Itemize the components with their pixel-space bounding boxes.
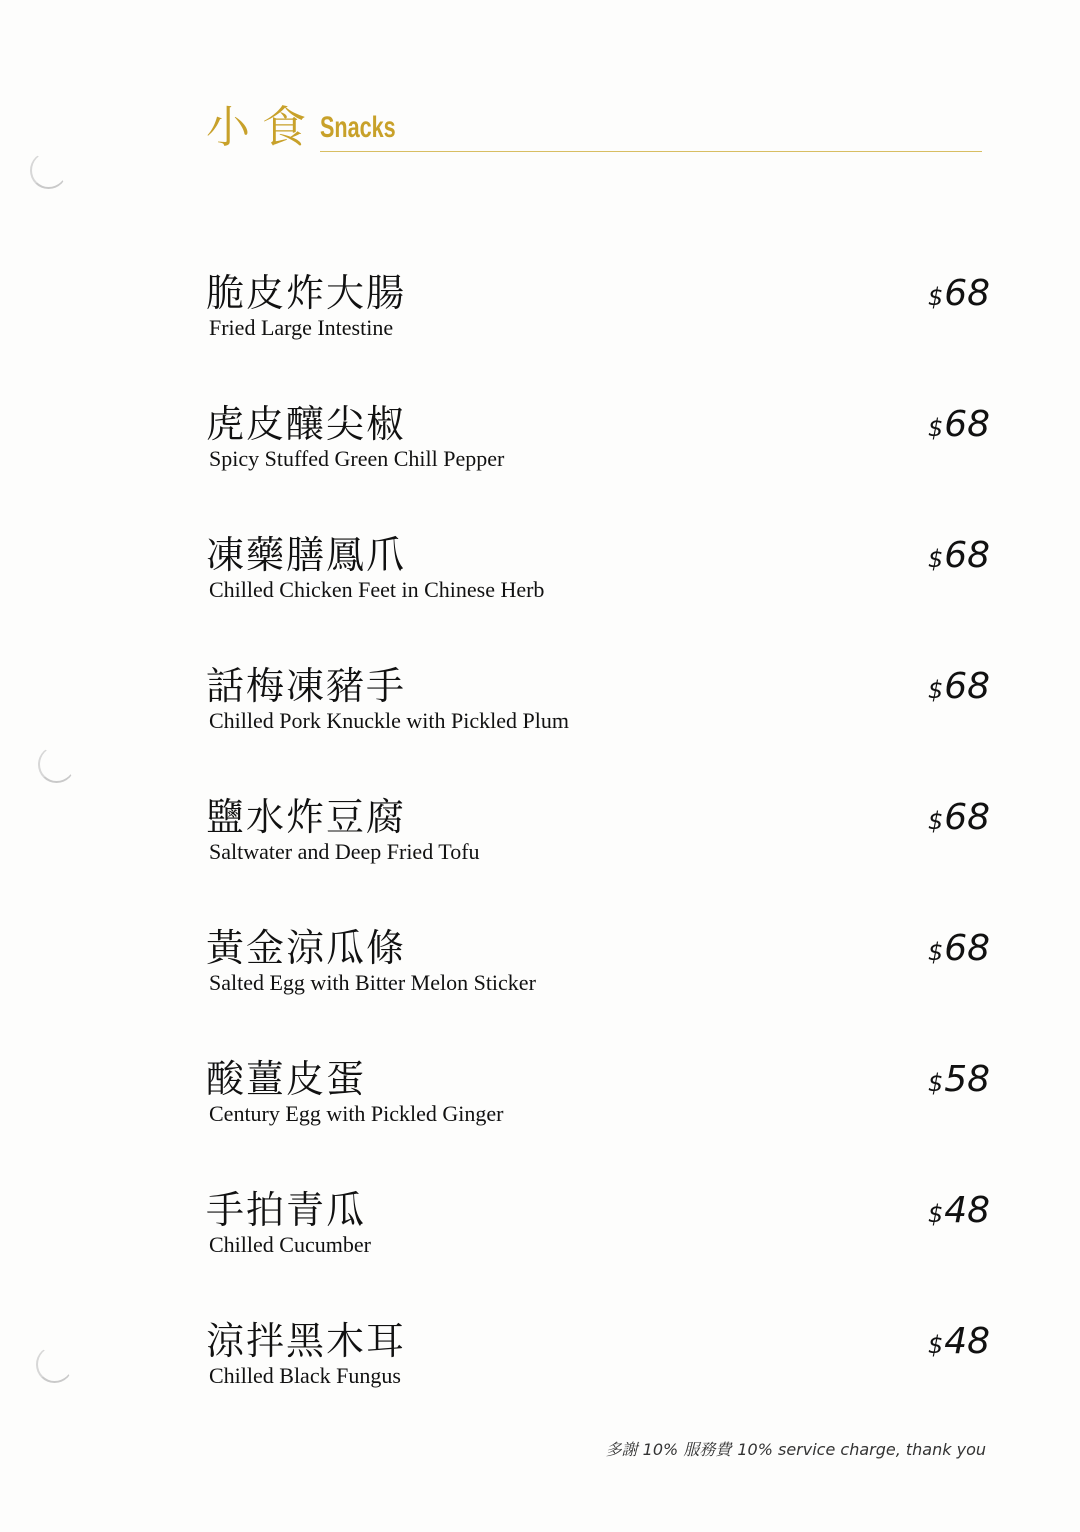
currency-symbol: $ bbox=[927, 1331, 944, 1359]
item-name-zh: 脆皮炸大腸 bbox=[206, 271, 407, 315]
service-charge-note-en: 10% service charge, thank you bbox=[737, 1440, 986, 1459]
item-price bbox=[928, 1058, 990, 1105]
item-name-en: Century Egg with Pickled Ginger bbox=[209, 1101, 504, 1126]
currency-symbol: $ bbox=[927, 1069, 944, 1097]
menu-item bbox=[206, 925, 990, 1015]
item-name-zh: 手拍青瓜 bbox=[206, 1188, 367, 1232]
item-price bbox=[928, 534, 990, 581]
menu-item bbox=[206, 401, 990, 491]
currency-symbol: $ bbox=[927, 545, 944, 573]
item-price bbox=[928, 1320, 990, 1367]
currency-symbol: $ bbox=[927, 414, 944, 442]
menu-item bbox=[206, 1056, 990, 1146]
section-title-zh: 小食 bbox=[206, 102, 318, 153]
currency-symbol: $ bbox=[927, 1200, 944, 1228]
item-name-en: Chilled Pork Knuckle with Pickled Plum bbox=[209, 708, 569, 733]
price-value: 68 bbox=[944, 535, 990, 576]
item-price bbox=[928, 403, 990, 450]
binder-hole bbox=[38, 746, 75, 783]
item-name-zh: 虎皮釀尖椒 bbox=[206, 402, 407, 446]
binder-hole bbox=[36, 1346, 73, 1383]
menu-item bbox=[206, 794, 990, 884]
service-charge-note bbox=[606, 1437, 986, 1460]
section-header bbox=[206, 100, 982, 156]
currency-symbol: $ bbox=[927, 676, 944, 704]
currency-symbol: $ bbox=[927, 938, 944, 966]
menu-item bbox=[206, 663, 990, 753]
price-value: 58 bbox=[944, 1059, 990, 1100]
item-name-en: Spicy Stuffed Green Chill Pepper bbox=[209, 446, 505, 471]
item-price bbox=[928, 272, 990, 319]
price-value: 68 bbox=[944, 273, 990, 314]
item-name-en: Fried Large Intestine bbox=[209, 315, 394, 340]
currency-symbol: $ bbox=[927, 283, 944, 311]
price-value: 68 bbox=[944, 797, 990, 838]
price-value: 68 bbox=[944, 666, 990, 707]
currency-symbol: $ bbox=[927, 807, 944, 835]
item-price bbox=[928, 665, 990, 712]
service-charge-note-zh: 多謝 10% 服務費 bbox=[605, 1440, 732, 1459]
menu-item bbox=[206, 532, 990, 622]
item-name-en: Chilled Black Fungus bbox=[209, 1363, 401, 1388]
item-name-en: Salted Egg with Bitter Melon Sticker bbox=[209, 970, 536, 995]
price-value: 48 bbox=[944, 1321, 990, 1362]
section-title-en: Snacks bbox=[320, 111, 396, 144]
item-name-zh: 黃金涼瓜條 bbox=[206, 926, 407, 970]
item-price bbox=[928, 796, 990, 843]
item-name-zh: 凍藥膳鳳爪 bbox=[206, 533, 407, 577]
menu-item bbox=[206, 1187, 990, 1277]
item-name-en: Chilled Cucumber bbox=[209, 1232, 371, 1257]
price-value: 68 bbox=[944, 928, 990, 969]
price-value: 48 bbox=[944, 1190, 990, 1231]
item-price bbox=[928, 1189, 990, 1236]
item-name-en: Chilled Chicken Feet in Chinese Herb bbox=[209, 577, 545, 602]
price-value: 68 bbox=[944, 404, 990, 445]
item-name-zh: 涼拌黑木耳 bbox=[206, 1319, 407, 1363]
menu-item bbox=[206, 1318, 990, 1408]
binder-hole bbox=[30, 152, 67, 189]
menu-item bbox=[206, 270, 990, 360]
item-name-en: Saltwater and Deep Fried Tofu bbox=[209, 839, 480, 864]
item-name-zh: 鹽水炸豆腐 bbox=[206, 795, 407, 839]
item-price bbox=[928, 927, 990, 974]
item-name-zh: 酸薑皮蛋 bbox=[206, 1057, 367, 1101]
header-divider bbox=[320, 151, 982, 152]
item-name-zh: 話梅凍豬手 bbox=[206, 664, 407, 708]
